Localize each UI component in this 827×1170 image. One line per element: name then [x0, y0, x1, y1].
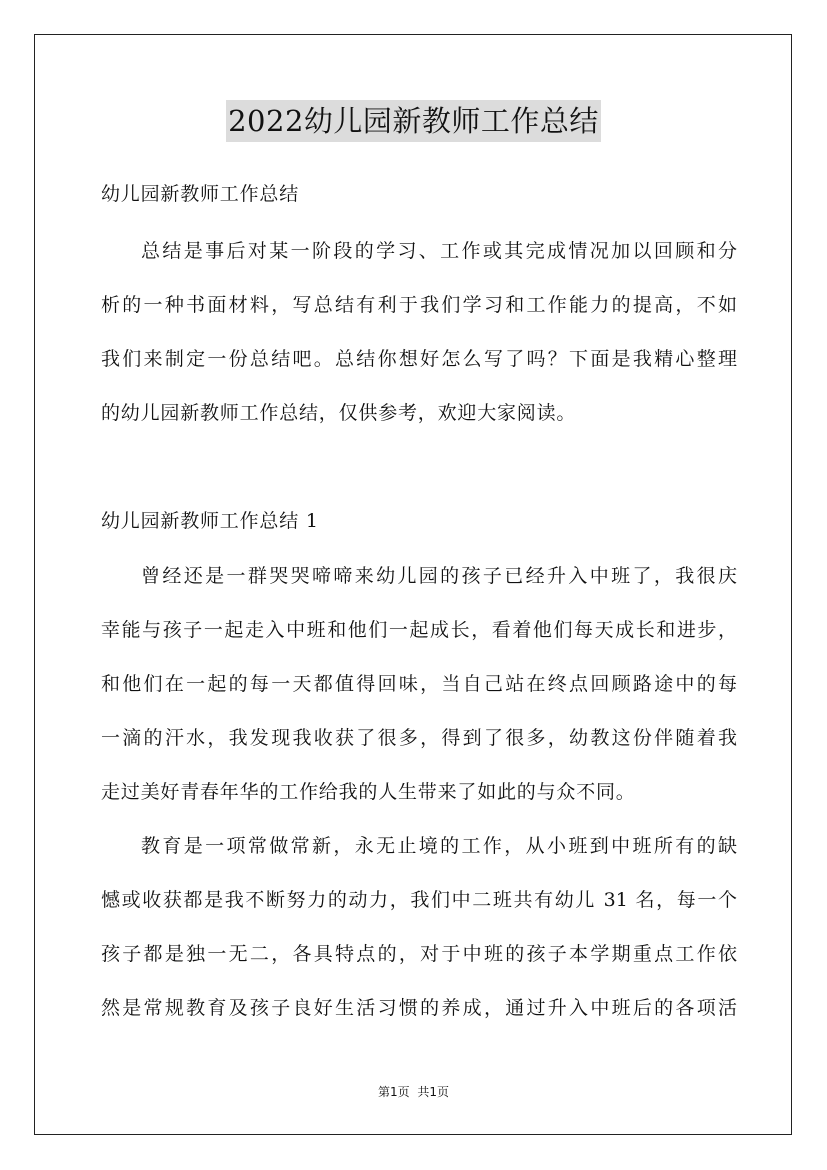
page-number-current: 第1页 — [377, 1085, 410, 1099]
paragraph-line: 和他们在一起的每一天都值得回味，当自己站在终点回顾路途中的每 — [101, 673, 737, 695]
paragraph-line: 然是常规教育及孩子良好生活习惯的养成，通过升入中班后的各项活 — [101, 997, 737, 1019]
page-footer — [0, 1084, 827, 1100]
paragraph-line: 曾经还是一群哭哭啼啼来幼儿园的孩子已经升入中班了，我很庆 — [141, 565, 737, 587]
intro-line: 析的一种书面材料，写总结有利于我们学习和工作能力的提高，不如 — [101, 294, 737, 316]
paragraph-line: 憾或收获都是我不断努力的动力，我们中二班共有幼儿 31 名，每一个 — [101, 889, 737, 911]
paragraph-line: 一滴的汗水，我发现我收获了很多，得到了很多，幼教这份伴随着我 — [101, 727, 737, 749]
intro-line: 总结是事后对某一阶段的学习、工作或其完成情况加以回顾和分 — [141, 240, 737, 262]
page-number-total: 共1页 — [417, 1085, 450, 1099]
section-heading: 幼儿园新教师工作总结 1 — [101, 510, 319, 532]
paragraph-line: 幸能与孩子一起走入中班和他们一起成长，看着他们每天成长和进步， — [101, 619, 737, 641]
document-subtitle: 幼儿园新教师工作总结 — [101, 183, 300, 205]
paragraph-line: 孩子都是独一无二，各具特点的，对于中班的孩子本学期重点工作依 — [101, 943, 737, 965]
intro-line: 的幼儿园新教师工作总结，仅供参考，欢迎大家阅读。 — [101, 402, 577, 424]
paragraph-line: 教育是一项常做常新，永无止境的工作，从小班到中班所有的缺 — [141, 835, 737, 857]
paragraph-line: 走过美好青春年华的工作给我的人生带来了如此的与众不同。 — [101, 781, 636, 803]
intro-line: 我们来制定一份总结吧。总结你想好怎么写了吗？下面是我精心整理 — [101, 348, 737, 370]
document-title: 2022幼儿园新教师工作总结 — [226, 100, 601, 142]
title-wrap — [0, 100, 827, 142]
